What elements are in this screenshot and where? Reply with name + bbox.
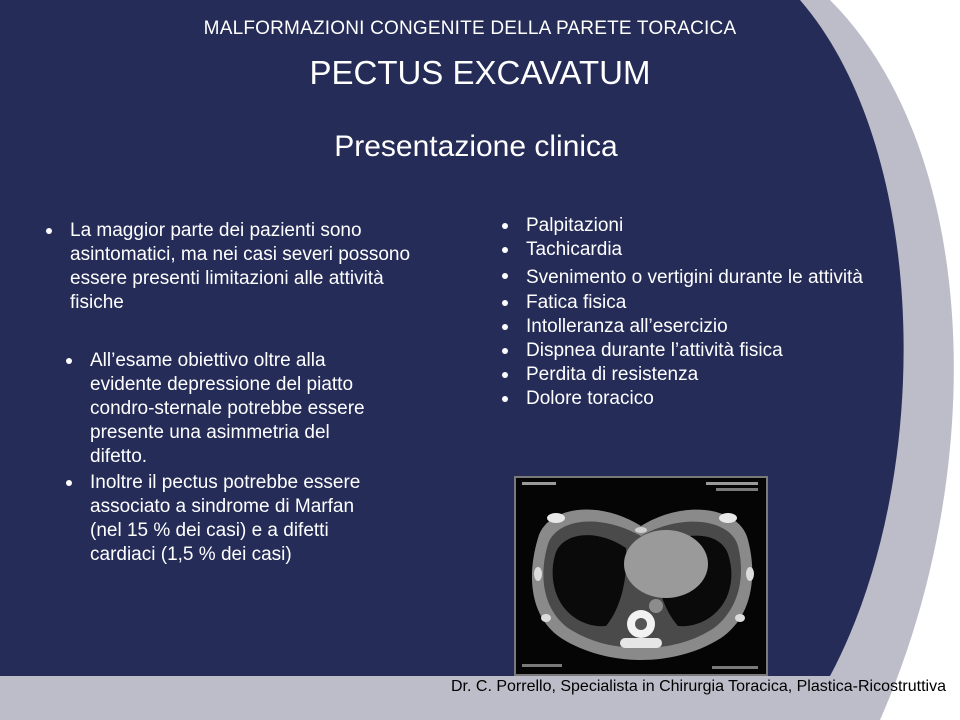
bullet-icon <box>46 228 52 234</box>
list-item: Dispnea durante l’attività fisica <box>502 339 882 363</box>
symptom-list <box>502 214 882 411</box>
bullet-icon <box>502 324 508 330</box>
bullet-icon <box>502 300 508 306</box>
list-item: Fatica fisica <box>502 291 882 315</box>
bullet-icon <box>502 273 508 279</box>
list-item: Svenimento o vertigini durante le attività <box>502 262 882 291</box>
list-item: Inoltre il pectus potrebbe essere associato a sindrome di Marfan (nel 15 % dei casi) e a difetti cardiaci (1,5 % dei casi) <box>66 471 386 567</box>
bullet-icon <box>66 480 72 486</box>
ct-scan-image <box>514 476 768 676</box>
list-item: Palpitazioni <box>502 214 882 238</box>
bullet-icon <box>502 372 508 378</box>
slide-subtitle: Presentazione clinica <box>334 130 618 163</box>
heart <box>624 530 708 598</box>
bullet-icon <box>502 223 508 229</box>
footer-credit: Dr. C. Porrello, Specialista in Chirurgia Toracica, Plastica-Ricostruttiva <box>451 678 946 695</box>
ct-scan-drawing <box>516 478 766 674</box>
list-item: Tachicardia <box>502 238 882 262</box>
list-item: All’esame obiettivo oltre alla evidente depressione del piatto condro-sternale potrebbe essere presente una asimmetria del difetto. <box>66 349 386 469</box>
left-sub-list <box>66 349 386 567</box>
bullet-icon <box>502 396 508 402</box>
list-item: Dolore toracico <box>502 387 882 411</box>
slide-suptitle: MALFORMAZIONI CONGENITE DELLA PARETE TORACICA <box>203 18 737 39</box>
list-item: Perdita di resistenza <box>502 363 882 387</box>
list-item: La maggior parte dei pazienti sono asintomatici, ma nei casi severi possono essere presenti limitazioni alle attività fisiche <box>46 219 416 315</box>
bullet-icon <box>502 247 508 253</box>
slide-title: PECTUS EXCAVATUM <box>309 54 651 91</box>
list-item: Intolleranza all’esercizio <box>502 315 882 339</box>
bullet-icon <box>66 358 72 364</box>
bullet-icon <box>502 348 508 354</box>
left-main-list <box>46 219 416 315</box>
